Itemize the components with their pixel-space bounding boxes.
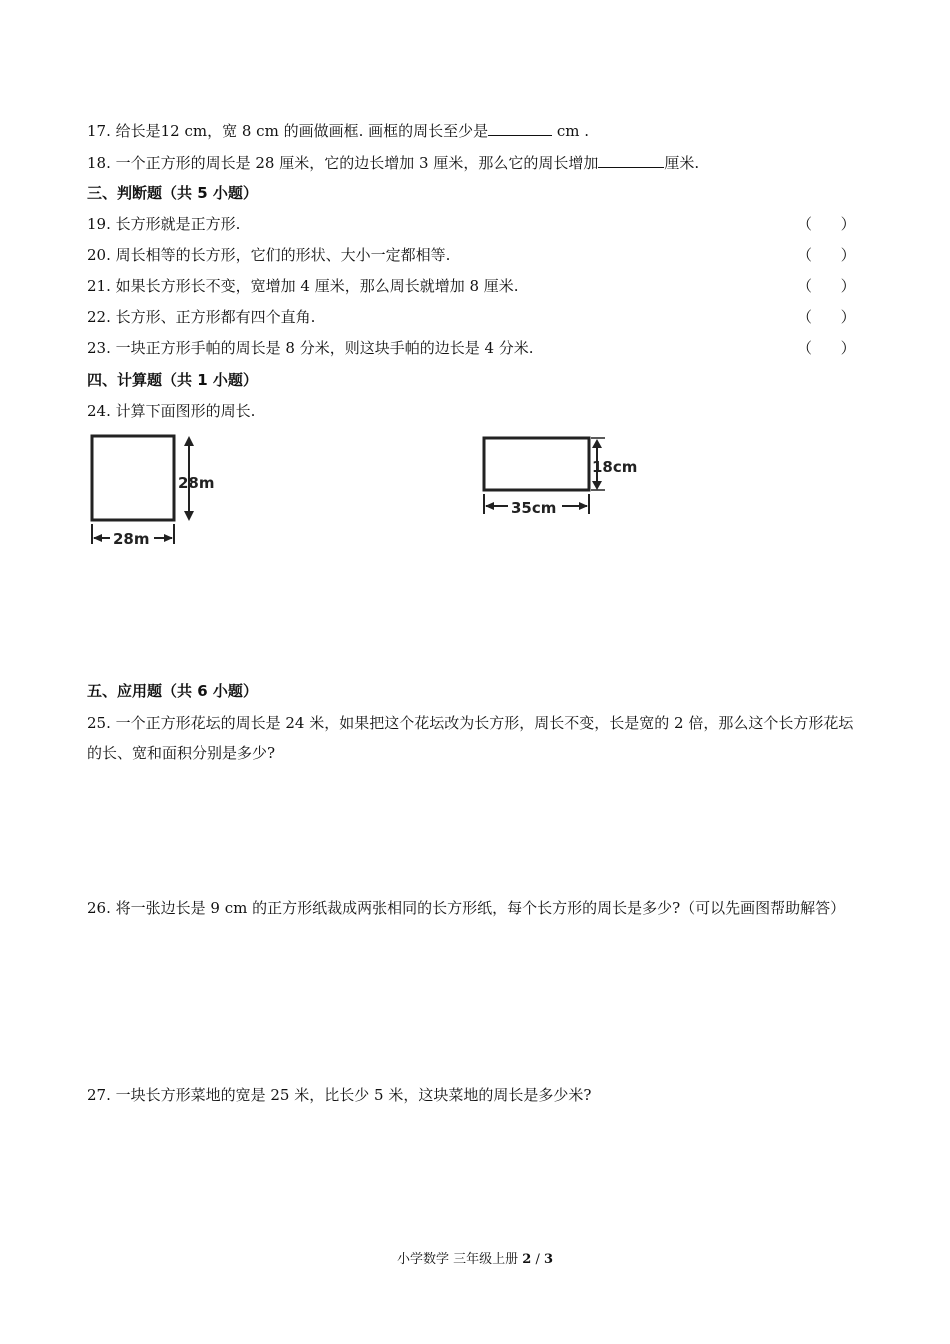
square-side-label: 28m: [178, 474, 215, 492]
square-shape: [92, 436, 174, 520]
question-18-unit: 厘米.: [664, 154, 700, 172]
figure-rectangle: [478, 432, 658, 527]
rect-side-label: 18cm: [592, 458, 638, 476]
question-17-text: 17. 给长是12 cm，宽 8 cm 的画做画框. 画框的周长至少是: [87, 122, 489, 140]
question-19: 19. 长方形就是正方形.: [87, 215, 241, 233]
question-25: 25. 一个正方形花坛的周长是 24 米，如果把这个花坛改为长方形，周长不变，长是宽的 2 倍，那么这个长方形花坛的长、宽和面积分别是多少?: [87, 714, 854, 762]
question-18: [87, 152, 699, 173]
arrow-left-icon: [93, 534, 102, 542]
answer-paren-22[interactable]: （ ）: [797, 308, 856, 326]
arrow-down-icon: [184, 511, 194, 521]
question-24: 24. 计算下面图形的周长.: [87, 402, 256, 420]
answer-paren-21[interactable]: （ ）: [797, 277, 856, 295]
arrow-up-icon: [184, 436, 194, 446]
arrow-down-icon: [592, 481, 602, 490]
arrow-left-icon: [485, 502, 494, 510]
question-17-unit: cm .: [556, 122, 590, 140]
rectangle-shape: [484, 438, 589, 490]
section-judge-heading: 三、判断题（共 5 小题）: [87, 184, 258, 202]
rect-bottom-label: 35cm: [511, 499, 557, 517]
footer-page-total: 3: [543, 1252, 554, 1267]
page-footer: [0, 1248, 950, 1267]
answer-blank-17[interactable]: [488, 120, 552, 136]
arrow-right-icon: [579, 502, 588, 510]
question-27: 27. 一块长方形菜地的宽是 25 米，比长少 5 米，这块菜地的周长是多少米?: [87, 1086, 592, 1104]
answer-paren-19[interactable]: （ ）: [797, 215, 856, 233]
square-bottom-label: 28m: [113, 530, 150, 548]
question-20: 20. 周长相等的长方形，它们的形状、大小一定都相等.: [87, 246, 451, 264]
question-22: 22. 长方形、正方形都有四个直角.: [87, 308, 316, 326]
section-apply-heading: 五、应用题（共 6 小题）: [87, 682, 258, 700]
answer-blank-18[interactable]: [598, 152, 664, 168]
footer-page-number: 2: [522, 1252, 532, 1267]
arrow-up-icon: [592, 439, 602, 448]
footer-subject: 小学数学 三年级上册: [396, 1252, 519, 1267]
arrow-right-icon: [164, 534, 173, 542]
answer-paren-23[interactable]: （ ）: [797, 339, 856, 357]
figure-square: [80, 428, 260, 553]
question-18-text: 18. 一个正方形的周长是 28 厘米，它的边长增加 3 厘米，那么它的周长增加: [87, 154, 599, 172]
question-26: 26. 将一张边长是 9 cm 的正方形纸裁成两张相同的长方形纸，每个长方形的周长是多少?（可以先画图帮助解答）: [87, 899, 846, 917]
question-21: 21. 如果长方形长不变，宽增加 4 厘米，那么周长就增加 8 厘米.: [87, 277, 519, 295]
footer-separator: /: [531, 1252, 544, 1267]
question-17: [87, 120, 589, 141]
section-calc-heading: 四、计算题（共 1 小题）: [87, 371, 258, 389]
question-23: 23. 一块正方形手帕的周长是 8 分米，则这块手帕的边长是 4 分米.: [87, 339, 534, 357]
answer-paren-20[interactable]: （ ）: [797, 246, 856, 264]
